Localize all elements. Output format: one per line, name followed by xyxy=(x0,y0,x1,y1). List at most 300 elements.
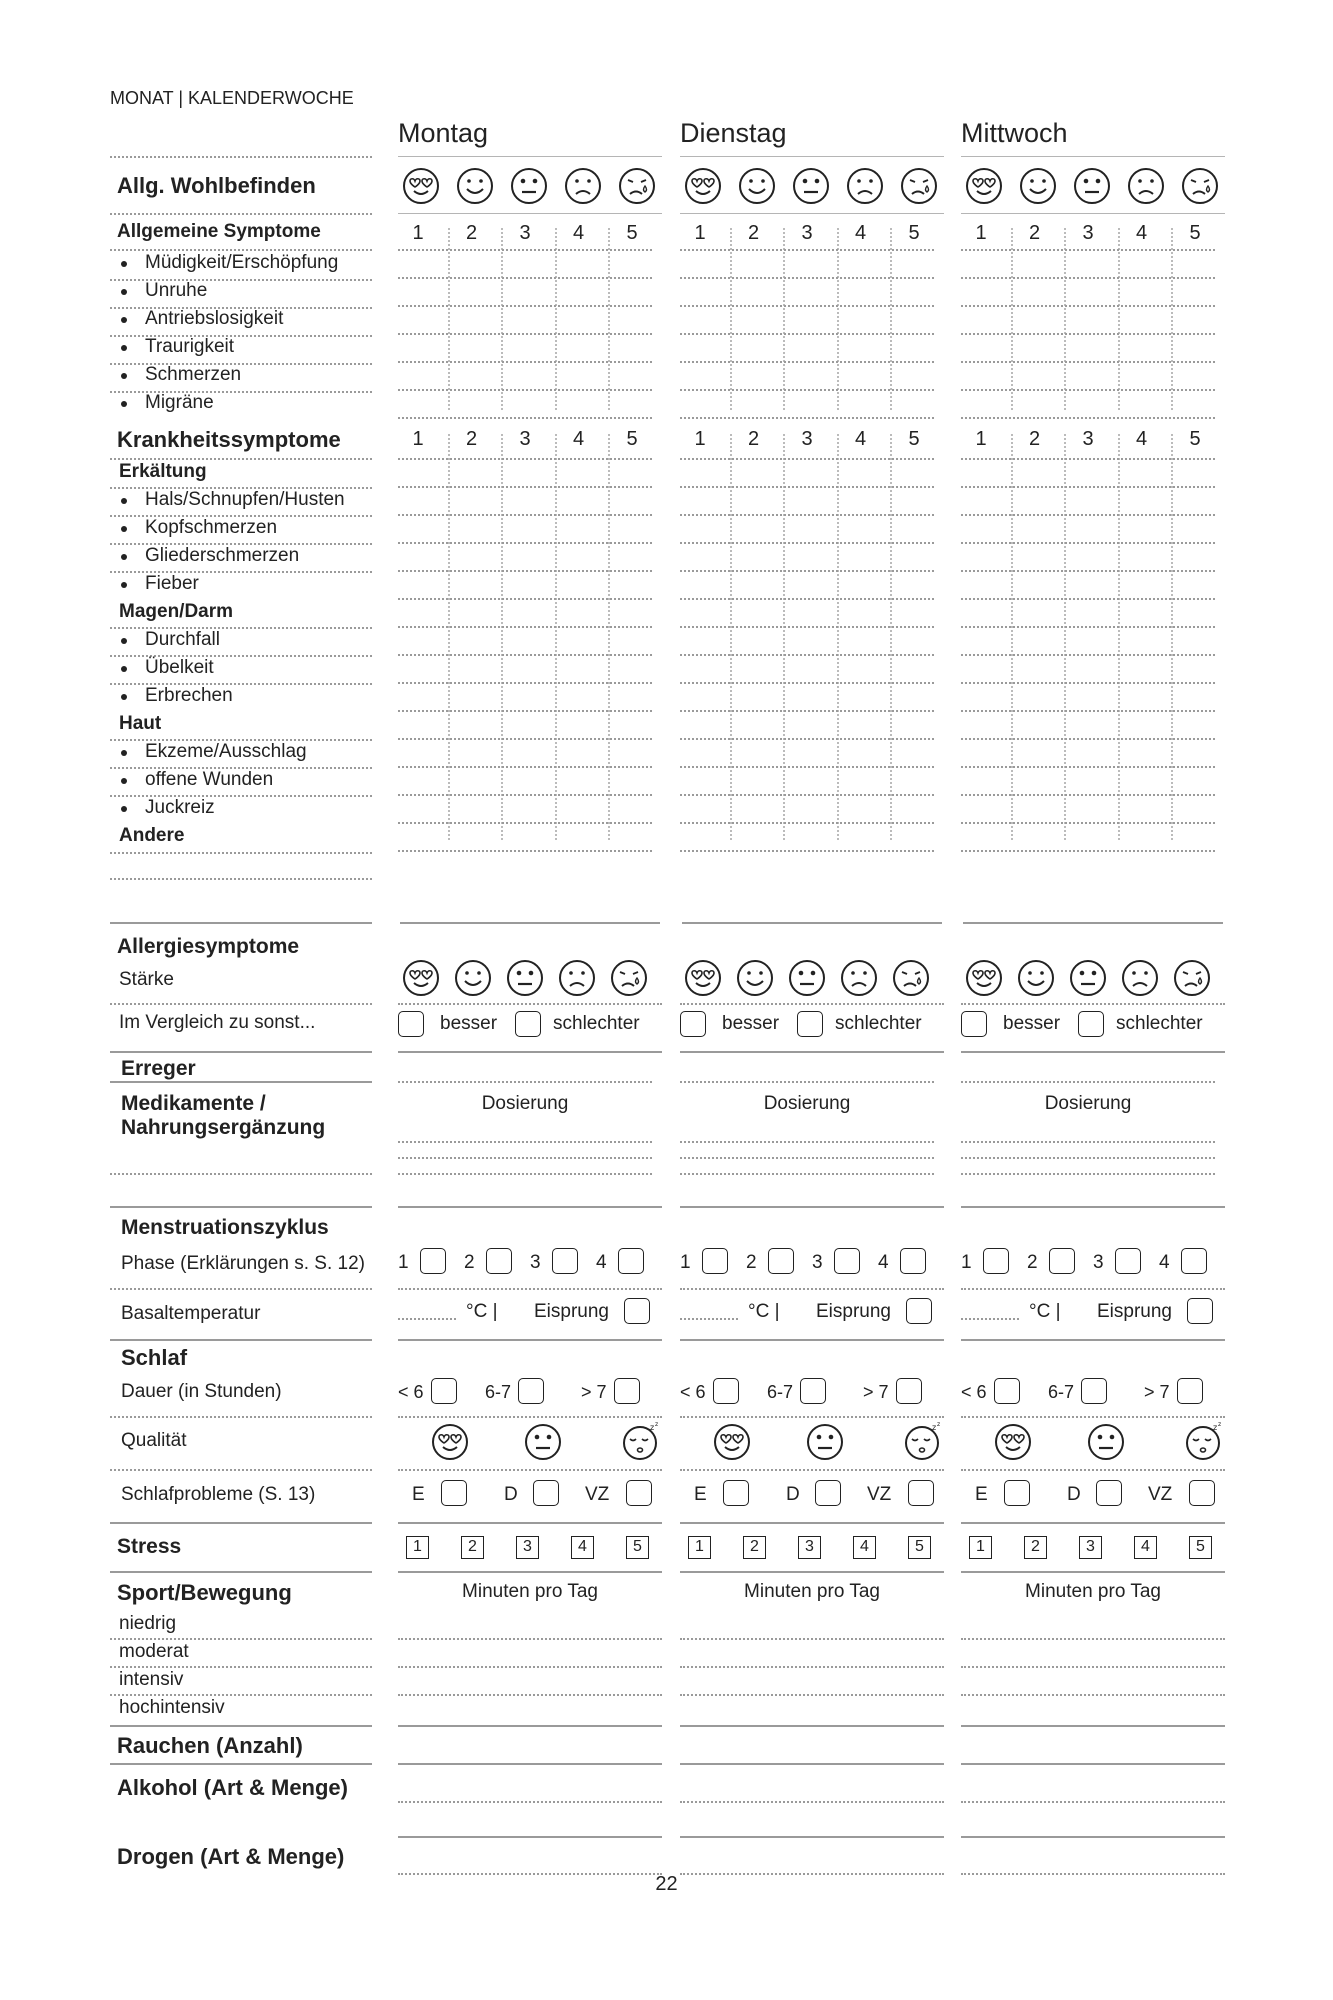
day-header: Dienstag xyxy=(680,118,787,148)
duration-checkbox[interactable] xyxy=(713,1378,739,1404)
rule-line xyxy=(680,738,934,740)
stress-level-box[interactable]: 3 xyxy=(516,1536,539,1559)
rule-line xyxy=(398,1666,662,1668)
grid-column-line xyxy=(555,434,557,840)
phase-number: 2 xyxy=(464,1252,475,1273)
sleepy-face-icon[interactable] xyxy=(1183,1422,1223,1462)
wellbeing-title: Allg. Wohlbefinden xyxy=(117,173,316,198)
phase-number: 4 xyxy=(596,1252,607,1273)
rule-line xyxy=(961,1694,1225,1696)
phase-checkbox[interactable] xyxy=(420,1248,446,1274)
symptom-label: offene Wunden xyxy=(117,769,273,791)
rule-line xyxy=(680,542,934,544)
smile-face-icon[interactable] xyxy=(1018,166,1058,206)
rule-line xyxy=(680,1469,944,1471)
rule-line xyxy=(398,1522,662,1524)
rule-line xyxy=(680,361,934,363)
symptom-label: Erbrechen xyxy=(117,685,233,707)
rule-line xyxy=(680,1725,944,1727)
duration-label: 6-7 xyxy=(1048,1382,1075,1402)
scale-number: 3 xyxy=(801,428,813,450)
rule-line xyxy=(398,1416,662,1418)
svg-text:z: z xyxy=(937,1422,941,1428)
grid-column-line xyxy=(1011,434,1013,840)
rule-line xyxy=(398,822,652,824)
rule-line xyxy=(110,1339,372,1341)
sleep-problem-checkbox[interactable] xyxy=(1189,1480,1215,1506)
rule-line xyxy=(961,822,1215,824)
rule-line xyxy=(680,598,934,600)
crying-face-icon[interactable] xyxy=(617,166,657,206)
duration-label: 6-7 xyxy=(485,1382,512,1402)
duration-checkbox[interactable] xyxy=(518,1378,544,1404)
rule-line xyxy=(961,626,1215,628)
rule-line xyxy=(110,1666,372,1668)
rule-line xyxy=(680,1003,944,1005)
worse-checkbox[interactable] xyxy=(797,1011,823,1037)
crying-face-icon[interactable] xyxy=(899,166,939,206)
celsius-label: °C | xyxy=(1029,1301,1061,1322)
duration-label: > 7 xyxy=(1144,1382,1170,1402)
duration-checkbox[interactable] xyxy=(614,1378,640,1404)
crying-face-icon[interactable] xyxy=(891,958,931,998)
rule-line xyxy=(680,850,934,852)
rule-line xyxy=(680,1836,944,1838)
ovulation-label: Eisprung xyxy=(1097,1301,1172,1322)
sleep-problem-checkbox[interactable] xyxy=(1004,1480,1030,1506)
rule-line xyxy=(961,1003,1225,1005)
sad-face-icon[interactable] xyxy=(845,166,885,206)
scale-number: 1 xyxy=(975,222,987,244)
symptom-label: Schmerzen xyxy=(117,364,241,386)
sleep-problem-checkbox[interactable] xyxy=(441,1480,467,1506)
sleep-problem-label: E xyxy=(412,1484,425,1505)
sleep-problems-label: Schlafprobleme (S. 13) xyxy=(121,1484,316,1505)
phase-number: 1 xyxy=(680,1252,691,1273)
scale-number: 2 xyxy=(747,428,760,450)
scale-number: 5 xyxy=(908,428,920,450)
rule-line xyxy=(961,458,1215,460)
stress-level-box[interactable]: 4 xyxy=(571,1536,594,1559)
rule-line xyxy=(110,213,372,215)
rule-line xyxy=(110,1051,372,1053)
rule-line xyxy=(398,1051,662,1053)
scale-number: 5 xyxy=(1189,428,1201,450)
scale-number: 2 xyxy=(465,428,478,450)
rule-line xyxy=(110,1081,372,1083)
scale-number: 1 xyxy=(412,428,424,450)
neutral-face-icon[interactable] xyxy=(1072,166,1112,206)
sleep-problem-checkbox[interactable] xyxy=(815,1480,841,1506)
sleepy-face-icon[interactable] xyxy=(902,1422,942,1462)
rule-line xyxy=(398,654,652,656)
ovulation-checkbox[interactable] xyxy=(1187,1298,1213,1324)
phase-number: 1 xyxy=(961,1252,972,1273)
svg-text:z: z xyxy=(1218,1422,1222,1428)
rule-line xyxy=(680,1801,944,1803)
phase-checkbox[interactable] xyxy=(1181,1248,1207,1274)
neutral-face-icon[interactable] xyxy=(1068,958,1108,998)
minutes-per-day-label: Minuten pro Tag xyxy=(1025,1581,1161,1602)
rule-line xyxy=(961,1836,1225,1838)
rule-line xyxy=(961,305,1215,307)
rule-line xyxy=(110,1288,372,1290)
stress-level-box[interactable]: 3 xyxy=(1079,1536,1102,1559)
crying-face-icon[interactable] xyxy=(1172,958,1212,998)
rule-line xyxy=(961,766,1215,768)
in-love-face-icon[interactable] xyxy=(430,1422,470,1462)
ovulation-checkbox[interactable] xyxy=(906,1298,932,1324)
rule-line xyxy=(961,570,1215,572)
duration-label: > 7 xyxy=(581,1382,607,1402)
scale-number: 3 xyxy=(519,428,531,450)
phase-number: 3 xyxy=(1093,1252,1104,1273)
rule-line xyxy=(110,1469,372,1471)
rule-line xyxy=(398,1141,652,1143)
crying-face-icon[interactable] xyxy=(609,958,649,998)
rule-line xyxy=(110,249,372,251)
sleep-problem-label: E xyxy=(694,1484,707,1505)
in-love-face-icon[interactable] xyxy=(964,166,1004,206)
rule-line xyxy=(961,1288,1225,1290)
rule-line xyxy=(680,1694,944,1696)
rule-line xyxy=(961,417,1215,419)
duration-label: < 6 xyxy=(398,1382,424,1402)
rule-line xyxy=(961,1416,1225,1418)
in-love-face-icon[interactable] xyxy=(683,166,723,206)
rule-line xyxy=(398,1288,662,1290)
scale-number: 4 xyxy=(1135,428,1148,450)
rule-line xyxy=(680,1081,934,1083)
neutral-face-icon[interactable] xyxy=(787,958,827,998)
smile-face-icon[interactable] xyxy=(453,958,493,998)
rule-line xyxy=(680,710,934,712)
stress-level-box[interactable]: 5 xyxy=(626,1536,649,1559)
pathogen-label: Erreger xyxy=(121,1057,196,1080)
symptom-group-title: Erkältung xyxy=(119,461,207,482)
dosage-label: Dosierung xyxy=(1044,1093,1132,1114)
scale-number: 2 xyxy=(747,222,760,244)
sleepy-face-icon[interactable] xyxy=(620,1422,660,1462)
rule-line xyxy=(680,1666,944,1668)
grid-column-line xyxy=(890,228,892,410)
rule-line xyxy=(680,822,934,824)
in-love-face-icon[interactable] xyxy=(683,958,723,998)
rule-line xyxy=(398,213,662,214)
sleep-problem-checkbox[interactable] xyxy=(908,1480,934,1506)
smile-face-icon[interactable] xyxy=(1016,958,1056,998)
rule-line xyxy=(398,486,652,488)
rule-line xyxy=(680,333,934,335)
rule-line xyxy=(398,1003,662,1005)
in-love-face-icon[interactable] xyxy=(964,958,1004,998)
rule-line xyxy=(961,249,1215,251)
neutral-face-icon[interactable] xyxy=(523,1422,563,1462)
symptom-label: Antriebslosigkeit xyxy=(117,308,283,330)
symptom-label: Fieber xyxy=(117,573,199,595)
rule-line xyxy=(110,1694,372,1696)
grid-column-line xyxy=(730,434,732,840)
symptom-group-title: Magen/Darm xyxy=(119,601,234,622)
stress-level-box[interactable]: 2 xyxy=(1024,1536,1047,1559)
stress-level-box[interactable]: 3 xyxy=(798,1536,821,1559)
ovulation-label: Eisprung xyxy=(816,1301,891,1322)
sleep-problem-checkbox[interactable] xyxy=(533,1480,559,1506)
in-love-face-icon[interactable] xyxy=(712,1422,752,1462)
grid-column-line xyxy=(608,434,610,840)
neutral-face-icon[interactable] xyxy=(805,1422,845,1462)
rule-line xyxy=(961,361,1215,363)
duration-checkbox[interactable] xyxy=(1177,1378,1203,1404)
rule-line xyxy=(680,1157,934,1159)
stress-level-box[interactable]: 1 xyxy=(406,1536,429,1559)
phase-checkbox[interactable] xyxy=(983,1248,1009,1274)
rule-line xyxy=(398,794,652,796)
rule-line xyxy=(961,1522,1225,1524)
scale-number: 1 xyxy=(975,428,987,450)
grid-column-line xyxy=(1064,228,1066,410)
neutral-face-icon[interactable] xyxy=(791,166,831,206)
rule-line xyxy=(961,389,1215,391)
grid-column-line xyxy=(837,434,839,840)
phase-checkbox[interactable] xyxy=(900,1248,926,1274)
rule-line xyxy=(398,458,652,460)
sleep-quality-label: Qualität xyxy=(121,1430,187,1451)
rule-line xyxy=(680,1173,934,1175)
rule-line xyxy=(680,389,934,391)
rule-line xyxy=(961,1725,1225,1727)
day-header: Mittwoch xyxy=(961,118,1068,148)
rule-line xyxy=(400,922,660,924)
celsius-label: °C | xyxy=(466,1301,498,1322)
rule-line xyxy=(398,1836,662,1838)
rule-line xyxy=(110,1571,372,1573)
stress-level-box[interactable]: 5 xyxy=(908,1536,931,1559)
sad-face-icon[interactable] xyxy=(1120,958,1160,998)
rule-line xyxy=(961,1081,1215,1083)
rule-line xyxy=(680,1206,944,1208)
better-checkbox[interactable] xyxy=(680,1011,706,1037)
sleep-problem-label: D xyxy=(504,1484,518,1505)
stress-level-box[interactable]: 1 xyxy=(969,1536,992,1559)
rule-line xyxy=(110,1725,372,1727)
grid-column-line xyxy=(501,228,503,410)
phase-checkbox[interactable] xyxy=(834,1248,860,1274)
better-checkbox[interactable] xyxy=(398,1011,424,1037)
duration-label: 6-7 xyxy=(767,1382,794,1402)
duration-checkbox[interactable] xyxy=(800,1378,826,1404)
neutral-face-icon[interactable] xyxy=(509,166,549,206)
duration-checkbox[interactable] xyxy=(1081,1378,1107,1404)
sad-face-icon[interactable] xyxy=(557,958,597,998)
scale-number: 5 xyxy=(1189,222,1201,244)
phase-checkbox[interactable] xyxy=(486,1248,512,1274)
temperature-input-line xyxy=(961,1318,1019,1320)
phase-number: 2 xyxy=(1027,1252,1038,1273)
duration-checkbox[interactable] xyxy=(431,1378,457,1404)
symptom-label: Hals/Schnupfen/Husten xyxy=(117,489,345,511)
phase-checkbox[interactable] xyxy=(702,1248,728,1274)
phase-checkbox[interactable] xyxy=(768,1248,794,1274)
rule-line xyxy=(398,1469,662,1471)
rule-line xyxy=(680,1571,944,1573)
smile-face-icon[interactable] xyxy=(455,166,495,206)
neutral-face-icon[interactable] xyxy=(505,958,545,998)
rule-line xyxy=(398,766,652,768)
rule-line xyxy=(961,1571,1225,1573)
rule-line xyxy=(680,514,934,516)
rule-line xyxy=(961,794,1215,796)
phase-number: 1 xyxy=(398,1252,409,1273)
symptom-label: Juckreiz xyxy=(117,797,215,819)
scale-number: 5 xyxy=(626,222,638,244)
rule-line xyxy=(398,1571,662,1573)
medication-title: Medikamente / xyxy=(121,1092,266,1115)
sleep-problem-label: D xyxy=(1067,1484,1081,1505)
scale-number: 4 xyxy=(854,428,867,450)
grid-column-line xyxy=(730,228,732,410)
ovulation-checkbox[interactable] xyxy=(624,1298,650,1324)
svg-text:z: z xyxy=(932,1423,937,1432)
scale-number: 5 xyxy=(908,222,920,244)
phase-number: 4 xyxy=(1159,1252,1170,1273)
grid-column-line xyxy=(1118,434,1120,840)
drugs-label: Drogen (Art & Menge) xyxy=(117,1844,345,1869)
rule-line xyxy=(961,486,1215,488)
rule-line xyxy=(680,570,934,572)
rule-line xyxy=(961,1051,1225,1053)
rule-line xyxy=(961,850,1215,852)
phase-checkbox[interactable] xyxy=(1049,1248,1075,1274)
stress-level-box[interactable]: 2 xyxy=(461,1536,484,1559)
grid-column-line xyxy=(890,434,892,840)
rule-line xyxy=(680,1051,944,1053)
stress-level-box[interactable]: 5 xyxy=(1189,1536,1212,1559)
neutral-face-icon[interactable] xyxy=(1086,1422,1126,1462)
better-label: besser xyxy=(1003,1013,1061,1034)
duration-checkbox[interactable] xyxy=(994,1378,1020,1404)
rule-line xyxy=(398,542,652,544)
rule-line xyxy=(961,1206,1225,1208)
symptom-label: Gliederschmerzen xyxy=(117,545,299,567)
stress-level-box[interactable]: 4 xyxy=(1134,1536,1157,1559)
in-love-face-icon[interactable] xyxy=(401,958,441,998)
crying-face-icon[interactable] xyxy=(1180,166,1220,206)
stress-title: Stress xyxy=(117,1535,182,1558)
in-love-face-icon[interactable] xyxy=(401,166,441,206)
rule-line xyxy=(963,922,1223,924)
grid-column-line xyxy=(1064,434,1066,840)
rule-line xyxy=(680,1416,944,1418)
better-label: besser xyxy=(722,1013,780,1034)
rule-line xyxy=(961,1157,1215,1159)
sleep-problem-label: D xyxy=(786,1484,800,1505)
smile-face-icon[interactable] xyxy=(735,958,775,998)
rule-line xyxy=(680,1288,944,1290)
in-love-face-icon[interactable] xyxy=(993,1422,1033,1462)
dosage-label: Dosierung xyxy=(481,1093,569,1114)
better-checkbox[interactable] xyxy=(961,1011,987,1037)
duration-label: < 6 xyxy=(680,1382,706,1402)
rule-line xyxy=(961,1666,1225,1668)
rule-line xyxy=(398,417,652,419)
sleep-problem-label: E xyxy=(975,1484,988,1505)
symptom-group-title: Haut xyxy=(119,713,162,734)
celsius-label: °C | xyxy=(748,1301,780,1322)
symptom-group-title: Andere xyxy=(119,825,185,846)
grid-column-line xyxy=(448,434,450,840)
sleep-problem-label: VZ xyxy=(1148,1484,1173,1505)
duration-checkbox[interactable] xyxy=(896,1378,922,1404)
svg-text:z: z xyxy=(655,1422,659,1428)
phase-checkbox[interactable] xyxy=(1115,1248,1141,1274)
symptom-label: Müdigkeit/Erschöpfung xyxy=(117,252,338,274)
rule-line xyxy=(961,333,1215,335)
symptom-label: Durchfall xyxy=(117,629,220,651)
worse-label: schlechter xyxy=(835,1013,922,1034)
rule-line xyxy=(110,1763,372,1765)
phase-checkbox[interactable] xyxy=(552,1248,578,1274)
stress-level-box[interactable]: 2 xyxy=(743,1536,766,1559)
rule-line xyxy=(110,1173,372,1175)
period-fill-line xyxy=(110,156,372,158)
worse-checkbox[interactable] xyxy=(1078,1011,1104,1037)
sad-face-icon[interactable] xyxy=(563,166,603,206)
worse-checkbox[interactable] xyxy=(515,1011,541,1037)
temperature-input-line xyxy=(398,1318,456,1320)
sleep-title: Schlaf xyxy=(121,1345,188,1370)
sport-level-label: moderat xyxy=(119,1641,189,1662)
day-header-underline xyxy=(961,156,1225,157)
scale-number: 3 xyxy=(801,222,813,244)
sad-face-icon[interactable] xyxy=(1126,166,1166,206)
duration-label: > 7 xyxy=(863,1382,889,1402)
rule-line xyxy=(398,1173,652,1175)
sleep-problem-checkbox[interactable] xyxy=(626,1480,652,1506)
smile-face-icon[interactable] xyxy=(737,166,777,206)
grid-column-line xyxy=(1118,228,1120,410)
svg-text:z: z xyxy=(1213,1423,1218,1432)
rule-line xyxy=(110,878,372,880)
rule-line xyxy=(961,1141,1215,1143)
rule-line xyxy=(680,1763,944,1765)
scale-number: 3 xyxy=(1082,222,1094,244)
grid-column-line xyxy=(608,228,610,410)
page-number: 22 xyxy=(655,1873,678,1895)
stress-level-box[interactable]: 4 xyxy=(853,1536,876,1559)
rule-line xyxy=(398,1081,652,1083)
rule-line xyxy=(680,305,934,307)
phase-checkbox[interactable] xyxy=(618,1248,644,1274)
rule-line xyxy=(961,738,1215,740)
minutes-per-day-label: Minuten pro Tag xyxy=(744,1581,880,1602)
scale-number: 4 xyxy=(572,222,585,244)
rule-line xyxy=(961,1763,1225,1765)
symptom-label: Übelkeit xyxy=(117,657,214,679)
rule-line xyxy=(680,213,944,214)
sleep-problem-checkbox[interactable] xyxy=(1096,1480,1122,1506)
rule-line xyxy=(961,682,1215,684)
rule-line xyxy=(680,794,934,796)
rule-line xyxy=(398,333,652,335)
symptom-label: Traurigkeit xyxy=(117,336,234,358)
stress-level-box[interactable]: 1 xyxy=(688,1536,711,1559)
sleep-problem-checkbox[interactable] xyxy=(723,1480,749,1506)
rule-line xyxy=(961,1638,1225,1640)
rule-line xyxy=(398,570,652,572)
duration-label: < 6 xyxy=(961,1382,987,1402)
sad-face-icon[interactable] xyxy=(839,958,879,998)
